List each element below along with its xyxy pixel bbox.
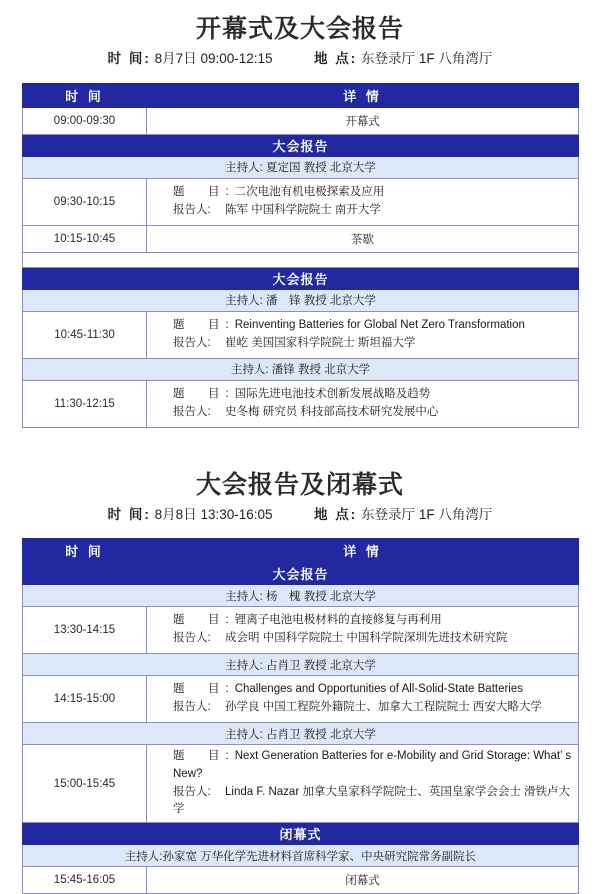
chair-row xyxy=(23,289,579,311)
table-row xyxy=(23,607,579,654)
talk-title: 锂离子电池电极材料的直接修复与再利用 xyxy=(235,614,442,626)
session-band-row xyxy=(23,563,579,585)
chair-row xyxy=(23,845,579,867)
chair-label: 主持人: 潘 锋 教授 北京大学 xyxy=(23,289,579,311)
talk-title-label: 题 目: xyxy=(173,748,235,766)
agenda-table-day1 xyxy=(22,83,579,428)
table-row xyxy=(23,107,579,134)
chair-row xyxy=(23,723,579,745)
session-band-label: 闭幕式 xyxy=(23,823,579,845)
table-row xyxy=(23,225,579,252)
chair-row xyxy=(23,585,579,607)
talk-speaker-label: 报告人: xyxy=(173,630,225,648)
time-value: 8月8日 13:30-16:05 xyxy=(155,507,273,522)
session-band-label: 大会报告 xyxy=(23,134,579,156)
table-row xyxy=(23,178,579,225)
row-time: 09:00-09:30 xyxy=(23,107,147,134)
talk-title: Challenges and Opportunities of All-Solid-State Batteries xyxy=(235,683,523,695)
session-band-row xyxy=(23,267,579,289)
session-band-label: 大会报告 xyxy=(23,267,579,289)
section-meta xyxy=(22,505,578,525)
talk-speaker: 成会明 中国科学院院士 中国科学院深圳先进技术研究院 xyxy=(225,632,507,644)
talk-speaker-label: 报告人: xyxy=(173,335,225,353)
column-header-time: 时 间 xyxy=(23,539,147,563)
time-label: 时 间: xyxy=(108,51,151,66)
column-header-detail: 详 情 xyxy=(147,539,579,563)
row-time: 15:00-15:45 xyxy=(23,745,147,823)
row-detail: 开幕式 xyxy=(147,107,579,134)
table-header-row xyxy=(23,539,579,563)
talk-title-label: 题 目: xyxy=(173,317,235,335)
talk-title-label: 题 目: xyxy=(173,681,235,699)
session-band-row xyxy=(23,823,579,845)
row-time: 11:30-12:15 xyxy=(23,380,147,427)
talk-title-label: 题 目: xyxy=(173,386,235,404)
section-title: 大会报告及闭幕式 xyxy=(22,470,578,501)
talk-speaker: Linda F. Nazar 加拿大皇家科学院院士、英国皇家学会会士 滑铁卢大学 xyxy=(173,786,570,816)
talk-speaker: 孙学良 中国工程院外籍院士、加拿大工程院院士 西安大略大学 xyxy=(225,701,542,713)
chair-row xyxy=(23,358,579,380)
row-time: 10:45-11:30 xyxy=(23,311,147,358)
talk-title: Next Generation Batteries for e-Mobility and Grid Storage: What’ s New? xyxy=(173,750,571,780)
time-value: 8月7日 09:00-12:15 xyxy=(155,51,273,66)
section-title: 开幕式及大会报告 xyxy=(22,14,578,45)
row-time: 15:45-16:05 xyxy=(23,867,147,894)
place-label: 地 点: xyxy=(314,507,357,522)
agenda-section-opening xyxy=(22,0,578,428)
chair-label: 主持人: 夏定国 教授 北京大学 xyxy=(23,156,579,178)
table-row xyxy=(23,745,579,823)
talk-title: 国际先进电池技术创新发展战略及趋势 xyxy=(235,388,431,400)
chair-row xyxy=(23,654,579,676)
row-detail xyxy=(147,311,579,358)
table-row xyxy=(23,867,579,894)
row-detail xyxy=(147,607,579,654)
row-detail xyxy=(147,745,579,823)
talk-title: Reinventing Batteries for Global Net Zero Transformation xyxy=(235,319,525,331)
talk-speaker: 陈军 中国科学院院士 南开大学 xyxy=(225,204,381,216)
chair-label: 主持人: 占肖卫 教授 北京大学 xyxy=(23,723,579,745)
talk-speaker-label: 报告人: xyxy=(173,699,225,717)
row-detail: 闭幕式 xyxy=(147,867,579,894)
chair-row xyxy=(23,156,579,178)
session-band-label: 大会报告 xyxy=(23,563,579,585)
section-meta xyxy=(22,49,578,69)
row-detail xyxy=(147,380,579,427)
table-row xyxy=(23,676,579,723)
column-header-time: 时 间 xyxy=(23,83,147,107)
talk-speaker: 史冬梅 研究员 科技部高技术研究发展中心 xyxy=(225,406,438,418)
agenda-table-day2 xyxy=(22,538,579,894)
table-row xyxy=(23,311,579,358)
chair-label: 主持人: 占肖卫 教授 北京大学 xyxy=(23,654,579,676)
column-header-detail: 详 情 xyxy=(147,83,579,107)
row-time: 09:30-10:15 xyxy=(23,178,147,225)
chair-label: 主持人:孙家宽 万华化学先进材料首席科学家、中央研究院常务副院长 xyxy=(23,845,579,867)
row-detail: 茶歇 xyxy=(147,225,579,252)
row-detail xyxy=(147,676,579,723)
spacer-cell xyxy=(23,252,579,267)
place-label: 地 点: xyxy=(314,51,357,66)
place-value: 东登录厅 1F 八角湾厅 xyxy=(361,507,492,522)
table-row xyxy=(23,380,579,427)
chair-label: 主持人: 潘锋 教授 北京大学 xyxy=(23,358,579,380)
talk-speaker-label: 报告人: xyxy=(173,784,225,802)
time-label: 时 间: xyxy=(108,507,151,522)
row-time: 14:15-15:00 xyxy=(23,676,147,723)
row-time: 10:15-10:45 xyxy=(23,225,147,252)
talk-speaker: 崔屹 美国国家科学院院士 斯坦福大学 xyxy=(225,337,415,349)
chair-label: 主持人: 杨 槐 教授 北京大学 xyxy=(23,585,579,607)
place-value: 东登录厅 1F 八角湾厅 xyxy=(361,51,492,66)
agenda-section-closing xyxy=(22,428,578,894)
talk-title-label: 题 目: xyxy=(173,184,235,202)
row-time: 13:30-14:15 xyxy=(23,607,147,654)
talk-speaker-label: 报告人: xyxy=(173,202,225,220)
talk-speaker-label: 报告人: xyxy=(173,404,225,422)
session-band-row xyxy=(23,134,579,156)
spacer-row xyxy=(23,252,579,267)
row-detail xyxy=(147,178,579,225)
talk-title: 二次电池有机电极探索及应用 xyxy=(235,186,385,198)
table-header-row xyxy=(23,83,579,107)
talk-title-label: 题 目: xyxy=(173,612,235,630)
